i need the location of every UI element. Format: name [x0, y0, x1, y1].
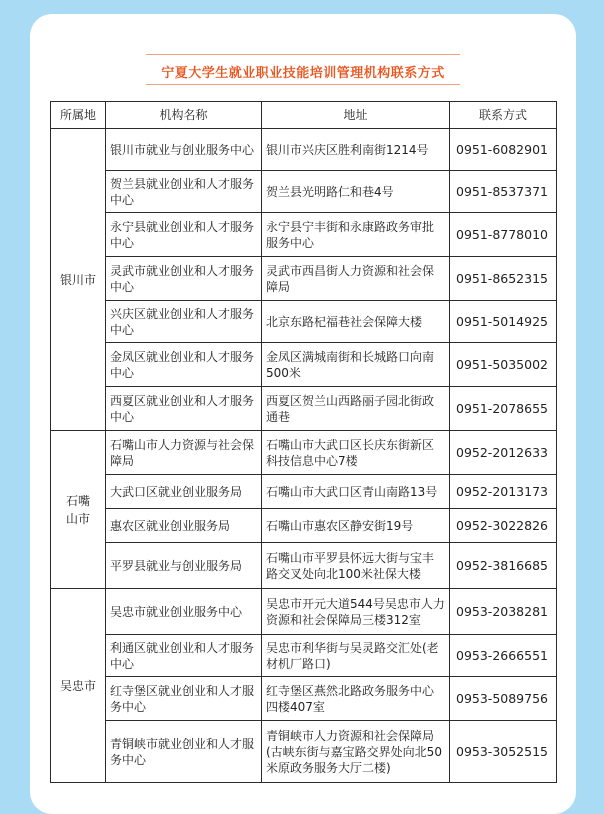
address-cell: 石嘴山市平罗县怀远大街与宝丰路交叉处向北100米社保大楼 — [262, 543, 450, 589]
header-address: 地址 — [262, 102, 450, 129]
table-header-row — [51, 102, 557, 129]
contact-table — [50, 101, 557, 783]
region-cell: 银川市 — [51, 129, 106, 431]
org-name-cell: 石嘴山市人力资源与社会保障局 — [106, 431, 262, 475]
phone-cell: 0953-2666551 — [450, 635, 557, 677]
org-name-cell: 西夏区就业创业和人才服务中心 — [106, 387, 262, 431]
table-row — [51, 589, 557, 635]
address-cell: 红寺堡区燕然北路政务服务中心四楼407室 — [262, 677, 450, 721]
address-cell: 金凤区满城南街和长城路口向南500米 — [262, 343, 450, 387]
org-name-cell: 红寺堡区就业创业和人才服务中心 — [106, 677, 262, 721]
phone-cell: 0952-2013173 — [450, 475, 557, 509]
table-row — [51, 635, 557, 677]
header-org-name: 机构名称 — [106, 102, 262, 129]
org-name-cell: 金凤区就业创业和人才服务中心 — [106, 343, 262, 387]
address-cell: 石嘴山市大武口区长庆东街新区科技信息中心7楼 — [262, 431, 450, 475]
org-name-cell: 贺兰县就业创业和人才服务中心 — [106, 171, 262, 213]
phone-cell: 0951-8537371 — [450, 171, 557, 213]
table-row — [51, 213, 557, 257]
address-cell: 石嘴山市大武口区青山南路13号 — [262, 475, 450, 509]
page-title: 宁夏大学生就业职业技能培训管理机构联系方式 — [161, 66, 445, 81]
table-row — [51, 509, 557, 543]
phone-cell: 0952-3022826 — [450, 509, 557, 543]
org-name-cell: 平罗县就业与创业服务局 — [106, 543, 262, 589]
content-card — [30, 14, 576, 814]
address-cell: 北京东路杞福巷社会保障大楼 — [262, 301, 450, 343]
org-name-cell: 利通区就业创业和人才服务中心 — [106, 635, 262, 677]
header-contact: 联系方式 — [450, 102, 557, 129]
phone-cell: 0953-2038281 — [450, 589, 557, 635]
header-region: 所属地 — [51, 102, 106, 129]
address-cell: 灵武市西昌街人力资源和社会保障局 — [262, 257, 450, 301]
table-row — [51, 721, 557, 783]
region-cell — [51, 431, 106, 589]
phone-cell: 0953-3052515 — [450, 721, 557, 783]
phone-cell: 0953-5089756 — [450, 677, 557, 721]
org-name-cell: 惠农区就业创业服务局 — [106, 509, 262, 543]
address-cell: 西夏区贺兰山西路丽子园北街政通巷 — [262, 387, 450, 431]
table-row — [51, 301, 557, 343]
title-rule-bottom — [146, 84, 460, 85]
org-name-cell: 大武口区就业创业服务局 — [106, 475, 262, 509]
phone-cell: 0951-5014925 — [450, 301, 557, 343]
address-cell: 石嘴山市惠农区静安街19号 — [262, 509, 450, 543]
table-row — [51, 129, 557, 171]
address-cell: 青铜峡市人力资源和社会保障局(古峡东街与嘉宝路交界处向北50米原政务服务大厅二楼) — [262, 721, 450, 783]
org-name-cell: 灵武市就业创业和人才服务中心 — [106, 257, 262, 301]
phone-cell: 0951-5035002 — [450, 343, 557, 387]
org-name-cell: 永宁县就业创业和人才服务中心 — [106, 213, 262, 257]
org-name-cell: 青铜峡市就业创业和人才服务中心 — [106, 721, 262, 783]
address-cell: 吴忠市开元大道544号吴忠市人力资源和社会保障局三楼312室 — [262, 589, 450, 635]
address-cell: 永宁县宁丰街和永康路政务审批服务中心 — [262, 213, 450, 257]
org-name-cell: 吴忠市就业创业服务中心 — [106, 589, 262, 635]
table-row — [51, 257, 557, 301]
phone-cell: 0951-6082901 — [450, 129, 557, 171]
region-label: 石嘴山市 — [65, 493, 90, 526]
address-cell: 吴忠市利华街与吴灵路交汇处(老材机厂路口) — [262, 635, 450, 677]
table-row — [51, 543, 557, 589]
org-name-cell: 银川市就业与创业服务中心 — [106, 129, 262, 171]
table-row — [51, 387, 557, 431]
table-row — [51, 343, 557, 387]
phone-cell: 0952-2012633 — [450, 431, 557, 475]
region-cell: 吴忠市 — [51, 589, 106, 783]
org-name-cell: 兴庆区就业创业和人才服务中心 — [106, 301, 262, 343]
phone-cell: 0951-8778010 — [450, 213, 557, 257]
table-row — [51, 475, 557, 509]
address-cell: 银川市兴庆区胜利南街1214号 — [262, 129, 450, 171]
phone-cell: 0952-3816685 — [450, 543, 557, 589]
table-row — [51, 677, 557, 721]
table-row — [51, 431, 557, 475]
title-rule-top — [146, 54, 460, 55]
phone-cell: 0951-8652315 — [450, 257, 557, 301]
address-cell: 贺兰县光明路仁和巷4号 — [262, 171, 450, 213]
phone-cell: 0951-2078655 — [450, 387, 557, 431]
table-row — [51, 171, 557, 213]
